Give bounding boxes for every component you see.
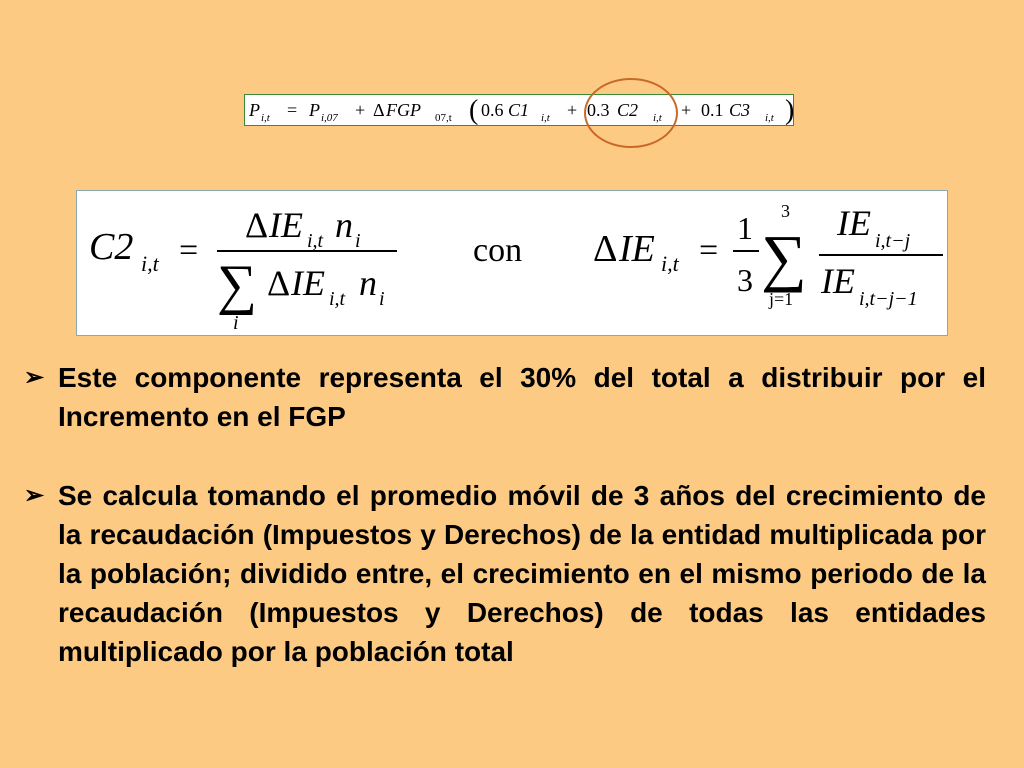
f2-ratio-num-IE: IE: [837, 203, 871, 243]
f2-eq1: =: [179, 232, 199, 269]
f1-P: P: [249, 100, 260, 120]
arrow-bullet-icon: ➢: [24, 364, 45, 391]
formula-fgp-distribution: [244, 94, 794, 126]
f2-num-sub: i,t: [307, 230, 324, 252]
formula-c2-definition: [76, 190, 948, 336]
f1-c2-sub: i,t: [653, 112, 662, 124]
f1-sub-07t: 07,t: [435, 112, 452, 124]
f1-rparen: ): [785, 95, 795, 126]
f2-ratio-den-IE: IE: [821, 261, 855, 301]
bullet-text: Este componente representa el 30% del total a distribuir por el Incremento en el FGP: [58, 362, 986, 432]
f1-c2-coef: 0.3: [587, 100, 610, 120]
f2-sum2-top: 3: [781, 201, 790, 221]
f2-sum1-sub: i: [233, 312, 239, 334]
f2-num-delta: Δ: [245, 205, 269, 245]
f2-C2: C2: [89, 226, 134, 268]
f2-one: 1: [737, 210, 753, 246]
f1-eq: =: [287, 100, 298, 120]
f2-den-n-sub: i: [379, 288, 385, 310]
f2-C2-sub: i,t: [141, 251, 159, 276]
f2-num-IE: IE: [269, 205, 303, 245]
f2-ratio-num-sub: i,t−j: [875, 230, 911, 252]
f1-plus1: +: [355, 100, 366, 120]
f2-rhs-sub: i,t: [661, 251, 679, 276]
f2-den-sub: i,t: [329, 288, 346, 310]
f1-c3-name: C3: [729, 100, 751, 120]
f2-ratio-den-sub: i,t−j−1: [859, 288, 918, 310]
f2-rhs-IE: IE: [619, 228, 655, 270]
f2-sum1: ∑: [217, 254, 257, 316]
f1-plus3: +: [681, 100, 692, 120]
f1-P2: P: [309, 100, 320, 120]
f2-den-delta: Δ: [267, 263, 291, 303]
bullet-item-component-share: [24, 358, 986, 436]
f2-con: con: [473, 232, 523, 269]
f1-c3-sub: i,t: [765, 112, 774, 124]
f2-den-n: n: [359, 263, 377, 303]
f2-num-n-sub: i: [355, 230, 361, 252]
f1-sub-i07: i,07: [321, 112, 338, 124]
f1-c2-name: C2: [617, 100, 639, 120]
arrow-bullet-icon: ➢: [24, 482, 45, 509]
f1-delta: Δ: [373, 100, 385, 120]
f1-sub-it: i,t: [261, 112, 270, 124]
f1-lparen: (: [469, 95, 479, 126]
f2-three: 3: [737, 262, 753, 298]
bullet-text: Se calcula tomando el promedio móvil de 3 años del crecimiento de la recaudación (Impuestos y Derechos) de la entidad multiplicada por la población; dividido entre, el crecimiento en el mismo periodo de la recaudación (Impuestos y Derechos) de todas las entidades multiplicado por la población total: [58, 480, 986, 667]
f2-num-n: n: [335, 205, 353, 245]
f1-c3-coef: 0.1: [701, 100, 724, 120]
formula-c2-svg: [77, 191, 949, 337]
f1-c1-sub: i,t: [541, 112, 550, 124]
formula-fgp-svg: [245, 95, 795, 127]
f2-sum2-bottom: j=1: [769, 289, 794, 309]
f2-den-IE: IE: [291, 263, 325, 303]
f1-FGP: FGP: [386, 100, 421, 120]
f2-rhs-delta: Δ: [593, 228, 618, 270]
f1-plus2: +: [567, 100, 578, 120]
bullet-item-calculation: [24, 476, 986, 671]
f2-sum2: ∑: [761, 222, 807, 293]
f1-c1-name: C1: [508, 100, 530, 120]
f1-c1-coef: 0.6: [481, 100, 504, 120]
f2-eq2: =: [699, 232, 719, 269]
